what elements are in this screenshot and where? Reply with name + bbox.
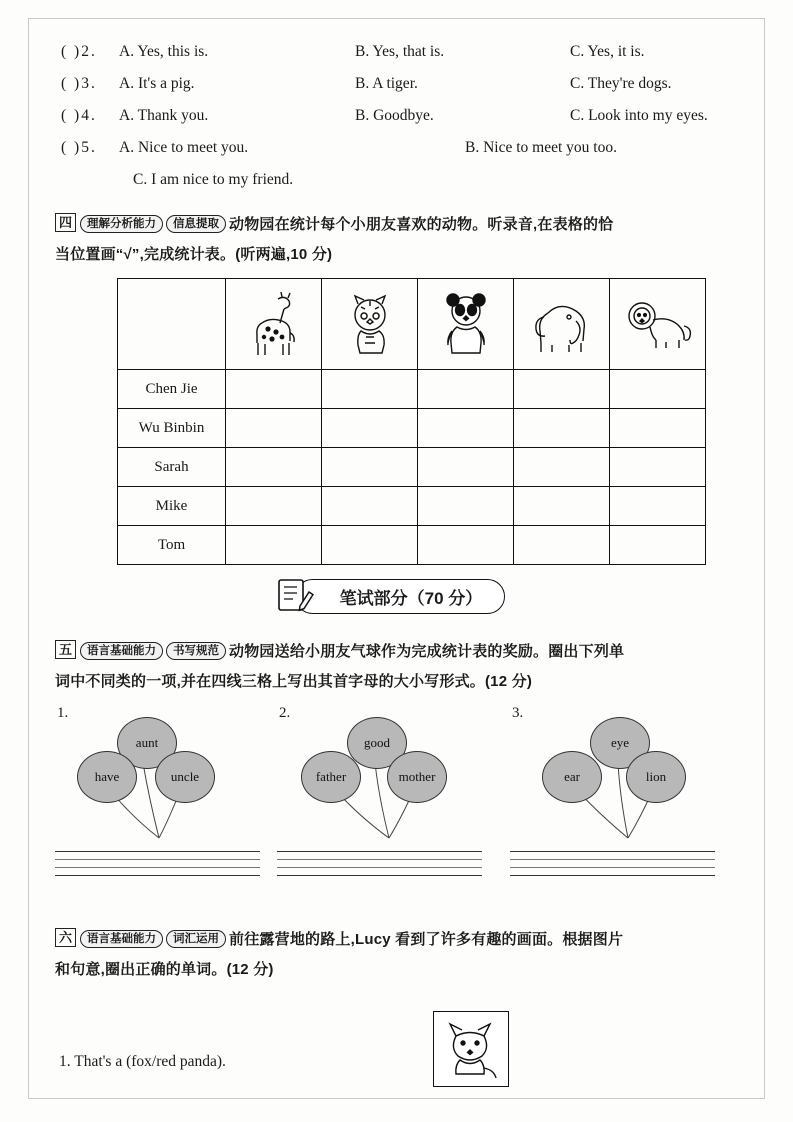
- choice-option-b[interactable]: B. Nice to meet you too.: [465, 139, 617, 156]
- table-row[interactable]: [118, 526, 706, 565]
- giraffe-icon: [242, 289, 306, 359]
- check-cell[interactable]: [514, 526, 610, 565]
- lion-icon: [622, 294, 694, 354]
- student-name: Wu Binbin: [118, 409, 226, 448]
- balloon-word[interactable]: mother: [387, 751, 447, 803]
- check-cell[interactable]: [610, 409, 706, 448]
- student-name: Sarah: [118, 448, 226, 487]
- elephant-icon: [526, 293, 598, 355]
- check-cell[interactable]: [226, 526, 322, 565]
- section-four-heading: [55, 210, 745, 240]
- check-cell[interactable]: [226, 487, 322, 526]
- question-number: 1.: [57, 705, 69, 721]
- check-cell[interactable]: [322, 370, 418, 409]
- balloon-word[interactable]: ear: [542, 751, 602, 803]
- lion-icon: [610, 279, 706, 370]
- balloon-word[interactable]: good: [347, 717, 407, 769]
- elephant-icon: [514, 279, 610, 370]
- check-cell[interactable]: [418, 409, 514, 448]
- check-cell[interactable]: [226, 370, 322, 409]
- ability-tag: 词汇运用: [166, 930, 226, 948]
- choice-option-c[interactable]: C. They're dogs.: [570, 75, 672, 92]
- written-part-banner-wrap: [55, 579, 745, 623]
- choice-option-a[interactable]: A. Thank you.: [119, 107, 209, 124]
- section-instruction-line2: 和句意,圈出正确的单词。(12 分): [55, 961, 274, 978]
- page-border-left: [28, 18, 29, 1099]
- balloon-word[interactable]: eye: [590, 717, 650, 769]
- student-name: Tom: [118, 526, 226, 565]
- choice-row: [55, 132, 745, 164]
- section-six-heading: [55, 925, 745, 955]
- fox-icon: [434, 1012, 506, 1084]
- question-number: 3.: [512, 705, 524, 721]
- answer-blank[interactable]: ( )5.: [61, 139, 97, 156]
- banner-title: 笔试部分（70 分）: [339, 589, 483, 608]
- check-cell[interactable]: [322, 526, 418, 565]
- choice-option-c[interactable]: C. Look into my eyes.: [570, 107, 708, 124]
- four-line-three-grid[interactable]: [510, 851, 715, 876]
- choice-row: [55, 36, 745, 68]
- section-number: 六: [55, 928, 76, 947]
- tiger-icon: [337, 293, 403, 355]
- check-cell[interactable]: [610, 448, 706, 487]
- page-border-right: [764, 18, 765, 1099]
- panda-icon: [418, 279, 514, 370]
- panda-icon: [435, 291, 497, 357]
- check-cell[interactable]: [418, 526, 514, 565]
- answer-blank[interactable]: ( )4.: [61, 107, 97, 124]
- section-instruction-line1: 动物园在统计每个小朋友喜欢的动物。听录音,在表格的恰: [229, 216, 614, 233]
- ability-tag: 书写规范: [166, 642, 226, 660]
- page-border-top: [28, 18, 764, 19]
- section-instruction-line2: 词中不同类的一项,并在四线三格上写出其首字母的大小写形式。(12 分): [55, 673, 533, 690]
- page-content: [55, 36, 745, 1121]
- written-part-banner: [295, 579, 506, 614]
- balloon-word[interactable]: lion: [626, 751, 686, 803]
- question-text[interactable]: 1. That's a (fox/red panda).: [59, 1053, 226, 1070]
- table-row[interactable]: [118, 448, 706, 487]
- check-cell[interactable]: [610, 370, 706, 409]
- choice-row: [55, 100, 745, 132]
- check-cell[interactable]: [418, 448, 514, 487]
- section-number: 五: [55, 640, 76, 659]
- check-cell[interactable]: [610, 526, 706, 565]
- choice-option-b[interactable]: B. Goodbye.: [355, 107, 434, 124]
- check-cell[interactable]: [514, 409, 610, 448]
- student-name: Chen Jie: [118, 370, 226, 409]
- answer-blank[interactable]: ( )3.: [61, 75, 97, 92]
- four-line-three-grid[interactable]: [277, 851, 482, 876]
- choice-option-a[interactable]: A. Nice to meet you.: [119, 139, 249, 156]
- table-row[interactable]: [118, 370, 706, 409]
- balloon-word[interactable]: aunt: [117, 717, 177, 769]
- section-instruction-line2: 当位置画“√”,完成统计表。(听两遍,10 分): [55, 246, 333, 263]
- giraffe-icon: [226, 279, 322, 370]
- check-cell[interactable]: [514, 487, 610, 526]
- section-five-heading: [55, 637, 745, 667]
- check-cell[interactable]: [226, 409, 322, 448]
- choice-row: [55, 68, 745, 100]
- fox-picture: [433, 1011, 509, 1087]
- check-cell[interactable]: [418, 487, 514, 526]
- table-header-row: [118, 279, 706, 370]
- choice-option-c[interactable]: C. I am nice to my friend.: [133, 171, 294, 188]
- ability-tag: 语言基础能力: [80, 930, 163, 948]
- choice-option-b[interactable]: B. Yes, that is.: [355, 43, 445, 60]
- balloon-word[interactable]: have: [77, 751, 137, 803]
- choice-option-a[interactable]: A. Yes, this is.: [119, 43, 209, 60]
- section-instruction-line1: 动物园送给小朋友气球作为完成统计表的奖励。圈出下列单: [229, 643, 625, 660]
- choice-option-a[interactable]: A. It's a pig.: [119, 75, 195, 92]
- ability-tag: 信息提取: [166, 215, 226, 233]
- answer-blank[interactable]: ( )2.: [61, 43, 97, 60]
- check-cell[interactable]: [322, 448, 418, 487]
- table-row[interactable]: [118, 409, 706, 448]
- check-cell[interactable]: [226, 448, 322, 487]
- section-number: 四: [55, 213, 76, 232]
- paper-pencil-icon: [274, 576, 314, 614]
- check-cell[interactable]: [418, 370, 514, 409]
- choice-option-c[interactable]: C. Yes, it is.: [570, 43, 645, 60]
- question-six-item-1: [55, 1011, 745, 1121]
- student-name: Mike: [118, 487, 226, 526]
- check-cell[interactable]: [514, 448, 610, 487]
- ability-tag: 语言基础能力: [80, 642, 163, 660]
- section-instruction-line1: 前往露营地的路上,Lucy 看到了许多有趣的画面。根据图片: [229, 931, 624, 948]
- balloon-exercise: [55, 703, 745, 899]
- question-number: 2.: [279, 705, 291, 721]
- balloon-word[interactable]: uncle: [155, 751, 215, 803]
- balloon-word[interactable]: father: [301, 751, 361, 803]
- table-row[interactable]: [118, 487, 706, 526]
- choice-option-b[interactable]: B. A tiger.: [355, 75, 418, 92]
- tiger-icon: [322, 279, 418, 370]
- table-corner-cell: [118, 279, 226, 370]
- check-cell[interactable]: [610, 487, 706, 526]
- check-cell[interactable]: [514, 370, 610, 409]
- check-cell[interactable]: [322, 409, 418, 448]
- four-line-three-grid[interactable]: [55, 851, 260, 876]
- ability-tag: 理解分析能力: [80, 215, 163, 233]
- check-cell[interactable]: [322, 487, 418, 526]
- listening-choices: [55, 36, 745, 196]
- statistics-table[interactable]: [117, 278, 706, 565]
